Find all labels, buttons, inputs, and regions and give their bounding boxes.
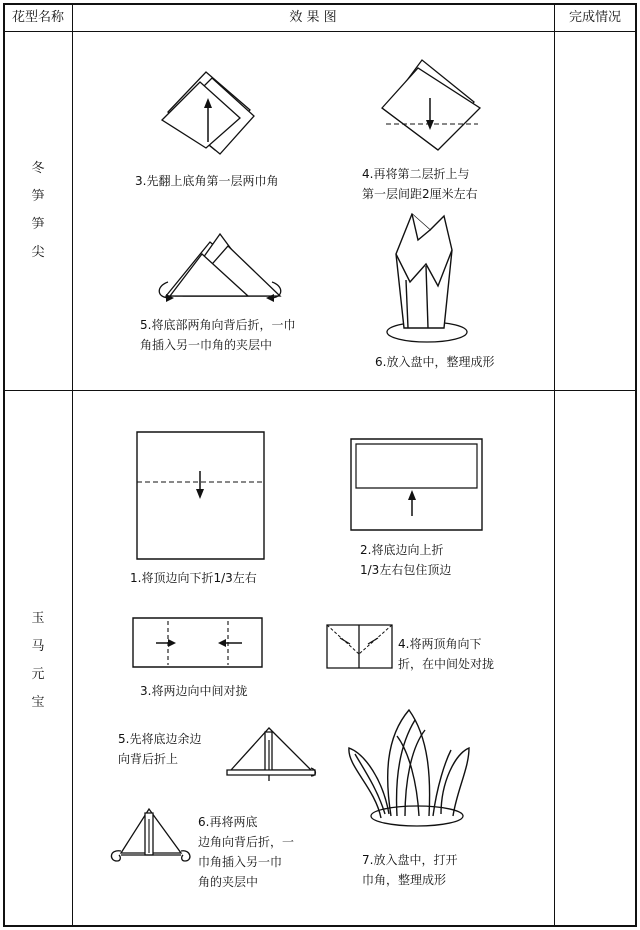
name-char: 宝 — [31, 695, 45, 710]
step4-fold-illustration-row2 — [326, 624, 394, 670]
step7-result-illustration — [345, 708, 475, 830]
step-caption-row2-5: 5.先将底边余边 向背后折上 — [118, 732, 202, 766]
table-border-right — [635, 3, 637, 927]
header-divider — [3, 31, 637, 32]
step-caption-row2-1: 1.将顶边向下折1/3左右 — [130, 571, 257, 585]
table-border-top — [3, 3, 637, 5]
step2-fold-illustration — [350, 438, 484, 532]
step6-result-illustration — [382, 210, 472, 348]
step-caption-row1-3: 3.先翻上底角第一层两巾角 — [135, 174, 279, 188]
napkin-folding-table — [3, 3, 637, 927]
name-char: 尖 — [31, 245, 45, 260]
name-char: 马 — [31, 639, 45, 654]
name-char: 冬 — [31, 161, 45, 176]
column-divider-1 — [72, 3, 73, 927]
header-status: 完成情况 — [568, 10, 621, 25]
step3-fold-illustration-row2 — [132, 617, 264, 669]
step6-fold-illustration-row2 — [107, 805, 193, 865]
header-name: 花型名称 — [11, 10, 64, 25]
header-effect: 效 果 图 — [289, 10, 337, 25]
step4-fold-illustration — [378, 58, 488, 153]
flower-name-row2 — [28, 605, 48, 717]
step3-fold-illustration — [160, 70, 260, 155]
step-caption-row2-6: 6.再将两底 边角向背后折，一 巾角插入另一巾 角的夹层中 — [198, 815, 295, 889]
step5-fold-illustration-row2 — [225, 726, 317, 782]
step-caption-row2-3: 3.将两边向中间对拢 — [140, 684, 248, 698]
step5-fold-illustration — [150, 232, 290, 304]
step-caption-row1-5: 5.将底部两角向背后折，一巾 角插入另一巾角的夹层中 — [140, 318, 296, 352]
flower-name-row1 — [28, 155, 48, 267]
name-char: 玉 — [31, 611, 45, 626]
step1-fold-illustration — [136, 431, 266, 561]
name-char: 元 — [31, 667, 45, 682]
table-border-left — [3, 3, 5, 927]
step-caption-row1-4: 4.再将第二层折上与 第一层间距2厘米左右 — [362, 167, 478, 201]
step-caption-row1-6: 6.放入盘中，整理成形 — [375, 355, 495, 369]
table-border-bottom — [3, 925, 637, 927]
step-caption-row2-7: 7.放入盘中，打开 巾角，整理成形 — [362, 853, 458, 887]
step-caption-row2-2: 2.将底边向上折 1/3左右包住顶边 — [360, 543, 452, 577]
step-caption-row2-4: 4.将两顶角向下 折，在中间处对拢 — [398, 637, 495, 671]
row-divider — [3, 390, 637, 391]
name-char: 笋 — [31, 217, 45, 232]
name-char: 笋 — [31, 189, 45, 204]
column-divider-2 — [554, 3, 555, 927]
